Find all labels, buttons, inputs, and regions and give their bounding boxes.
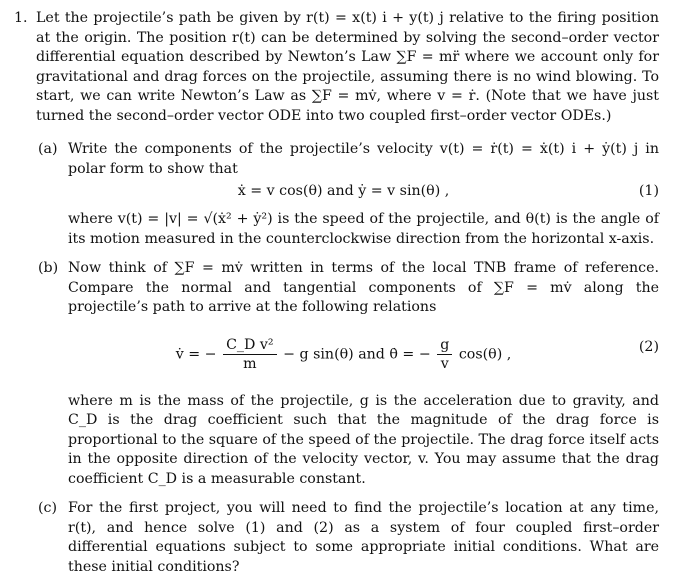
- part-b: [36, 259, 659, 489]
- equation-1-number: (1): [638, 183, 659, 199]
- equation-2-gravity-fraction: [437, 336, 452, 373]
- part-a-text-after: where v(t) = |v| = √(ẋ² + ẏ²) is the speed of the projectile, and θ(t) is the angle of its motion measured in the counterclockwise direction from the horizontal x-axis.: [68, 211, 659, 247]
- part-b-text: Now think of ∑F = mv̇ written in terms of the local TNB frame of reference. Compare the normal and tangential components of ∑F = mv̇ along the projectile’s path to arrive at the following relations: [68, 260, 659, 315]
- part-c: [36, 499, 659, 577]
- fraction-numerator: g: [437, 336, 452, 355]
- part-b-label: (b): [38, 260, 59, 276]
- part-c-text: For the first project, you will need to find the projectile’s location at any time, r(t), and hence solve (1) and (2) as a system of four coupled first–order differential equations subject to some appropriate initial conditions. What are these initial conditions?: [68, 500, 659, 575]
- problem-parts: [36, 140, 659, 577]
- equation-2: [68, 328, 659, 382]
- equation-2-lhs: v̇ = −: [175, 346, 217, 362]
- equation-2-number: (2): [638, 338, 659, 355]
- problem-1: [14, 9, 659, 587]
- part-b-text-after: where m is the mass of the projectile, g is the acceleration due to gravity, and C_D is the drag coefficient such that the magnitude of the drag force is proportional to the square of the speed of the projectile. The drag force itself acts in the opposite direction of the velocity vector, v. You may assume that the drag coefficient C_D is a measurable constant.: [68, 392, 660, 487]
- part-a-label: (a): [38, 141, 58, 157]
- fraction-denominator: v: [440, 355, 449, 372]
- part-c-label: (c): [38, 500, 58, 516]
- equation-1-content: ẋ = v cos(θ) and ẏ = v sin(θ) ,: [237, 183, 450, 199]
- equation-2-tail: cos(θ) ,: [458, 346, 512, 362]
- problem-intro: Let the projectile’s path be given by r(t) = x(t) i + y(t) j relative to the firing position at the origin. The position r(t) can be determined by solving the second–order vector differential equation described by Newton’s Law ∑F = mr̈ where we account only for gravitational and drag forces on the projectile, assuming there is no wind blowing. To start, we can write Newton’s Law as ∑F = mv̇, where v = ṙ. (Note that we have just turned the second–order vector ODE into two coupled first–order vector ODEs.): [36, 10, 659, 124]
- equation-1: [68, 182, 659, 206]
- part-a-text: Write the components of the projectile’s velocity v(t) = ṙ(t) = ẋ(t) i + ẏ(t) j in polar form to show that: [68, 141, 659, 177]
- part-a: [36, 140, 659, 249]
- equation-2-content: [68, 336, 619, 373]
- equation-2-drag-fraction: [223, 336, 277, 373]
- fraction-denominator: m: [243, 355, 257, 372]
- equation-2-middle: − g sin(θ) and θ̇ = −: [283, 346, 431, 362]
- fraction-numerator: C_D v²: [223, 336, 277, 355]
- problem-number: 1.: [14, 10, 28, 26]
